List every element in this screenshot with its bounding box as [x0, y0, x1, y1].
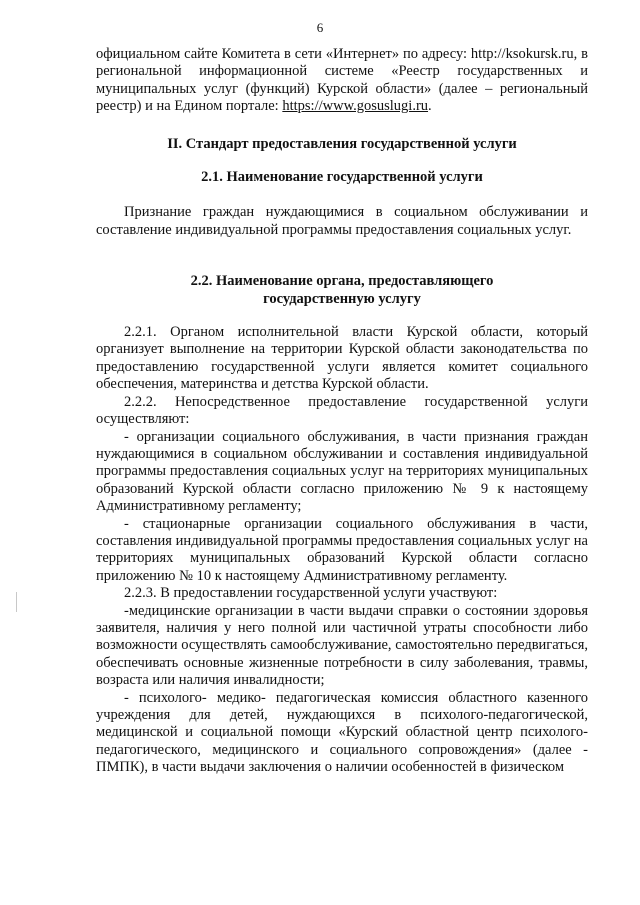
list-item-pmpk: - психолого- медико- педагогическая комиссия областного казенного учреждения для детей, нуждающихся в психолого-педагогической, медицинской и социальной помощи «Курский областной центр психолого-педагогического, медицинского и социального сопровождения» (далее - ПМПК), в части выдачи заключения о наличии особенностей в физическом [96, 689, 588, 776]
paragraph-2-2-1: 2.2.1. Органом исполнительной власти Курской области, который организует выполнение на территории Курской области законодательства по предоставлению государственной услуги является комитет социального обеспечения, материнства и детства Курской области. [96, 324, 588, 393]
intro-end: . [428, 98, 432, 115]
section-title: II. Стандарт предоставления государственной услуги [167, 135, 517, 152]
subsection-2-1-text: Признание граждан нуждающимися в социальном обслуживании и составление индивидуальной программы предоставления социальных услуг. [96, 204, 588, 238]
list-item-stationary-orgs: - стационарные организации социального обслуживания в части, составления индивидуальной программы предоставления социальных услуг на территориях муниципальных образований Курской области согласно приложению № 10 к настоящему Административному регламенту. [96, 515, 588, 584]
document-body [96, 46, 588, 777]
scan-margin-mark [16, 592, 17, 612]
intro-text: официальном сайте Комитета в сети «Интернет» по адресу: http://ksokursk.ru, в региональной информационной системе «Реестр государственных и муниципальных услуг (функций) Курской области» (далее – региональный реестр) и на Едином портале: [96, 46, 588, 115]
subsection-2-2-title-line1: 2.2. Наименование органа, предоставляющего [190, 273, 494, 290]
subsection-2-2-title-line2: государственную услугу [263, 290, 421, 307]
subsection-2-1-title: 2.1. Наименование государственной услуги [201, 169, 483, 186]
paragraph-2-2-2: 2.2.2. Непосредственное предоставление государственной услуги осуществляют: [96, 393, 588, 428]
gosuslugi-link[interactable]: https://www.gosuslugi.ru [282, 98, 429, 115]
intro-paragraph [96, 46, 588, 116]
list-item-social-orgs: - организации социального обслуживания, в части признания граждан нуждающимися в социальном обслуживании и составления индивидуальной программы предоставления социальных услуг на территориях муниципальных образований Курской области согласно приложению № 9 к настоящему Административному регламенту; [96, 428, 588, 515]
page-number: 6 [316, 20, 324, 35]
subsection-2-2-title [96, 273, 588, 308]
list-item-medical-orgs: -медицинские организации в части выдачи справки о состоянии здоровья заявителя, наличия у него полной или частичной утраты способности либо возможности осуществлять самообслуживание, самостоятельно передвигаться, обеспечивать основные жизненные потребности в силу заболевания, травмы, возраста или наличия инвалидности; [96, 602, 588, 689]
paragraph-2-2-3: 2.2.3. В предоставлении государственной услуги участвуют: [124, 585, 498, 602]
